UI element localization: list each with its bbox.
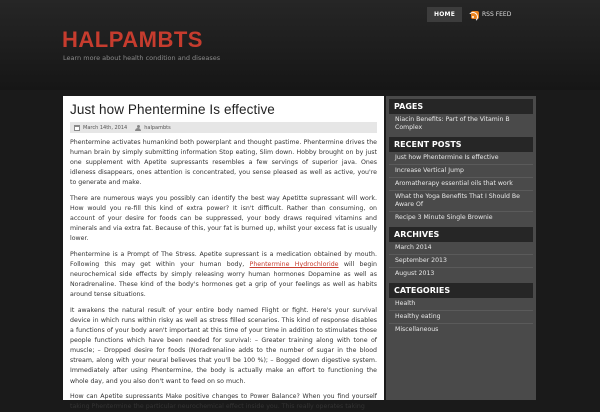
nav-home-link[interactable]: HOME (427, 7, 462, 22)
site-header (0, 0, 600, 90)
recent-post-item[interactable]: Just how Phentermine Is effective (389, 152, 533, 165)
archive-item[interactable]: September 2013 (389, 255, 533, 268)
category-item[interactable]: Healthy eating (389, 311, 533, 324)
nav-rss-label: RSS FEED (482, 11, 512, 18)
pages-list (389, 114, 533, 134)
post-paragraph-4: It awakens the natural result of your entire body named Flight or fight. Here's your survival device in which runs within risky as well as stress filled scenarios. This kind of response disables a functions of your body aren't important at this time of your time in addition to stimulates those people functions which have been needed for survival: – Greater training along with tone of muscle; – Dropped desire for foods (Noradrenaline adds to the number of sugar in the blood stream, along with your neural believes that you'll be 100 %); – Bogged down digestive system. Immediately after using Phentermine, the body is actually make an effort to functioning the whole day, and you also don't want to feed on so much. (70, 306, 377, 385)
phentermine-hydrochloride-link[interactable]: Phentermine Hydrochloride (249, 261, 339, 269)
archive-item[interactable]: March 2014 (389, 242, 533, 255)
categories-widget-title: CATEGORIES (389, 283, 533, 298)
post-date: March 14th, 2014 (83, 124, 128, 131)
rss-icon (471, 11, 479, 19)
categories-list (389, 298, 533, 336)
archive-item[interactable]: August 2013 (395, 270, 435, 277)
top-nav (427, 7, 511, 22)
post-paragraph-5: How can Apetite supressants Make positive changes to Power Balance? When you find yourself taking Phentermine the particular neurochemical effect inside you. This really operates taking (70, 393, 377, 411)
pages-widget-title: PAGES (389, 99, 533, 114)
pages-item[interactable]: Niacin Benefits: Part of the Vitamin B Complex (395, 116, 510, 131)
site-title[interactable]: HALPAMBTS (62, 27, 203, 52)
recent-post-item[interactable]: What the Yoga Benefits That I Should Be Aware Of (389, 191, 533, 212)
recent-posts-list (389, 152, 533, 224)
category-item[interactable]: Miscellaneous (395, 326, 439, 333)
post-paragraph-3 (70, 250, 377, 300)
post-content (63, 96, 384, 411)
post-paragraph-2: There are numerous ways you possibly can identify the best way Apetitte supressant will work. How would you re-fill this kind of extra power? It isn't difficult. Rather than consuming, on account of your desire for foods can be suppressed, your body draws required vitamins and minerals and via extra fat. Because of this, your fat is burned up, whilst your excess fat is usually lower. (70, 194, 377, 243)
recent-post-item[interactable]: Aromatherapy essential oils that work (389, 178, 533, 191)
user-icon (135, 125, 141, 131)
post-paragraph-3-after: will begin neurochemical side effects by simply releasing worry human hormones Dopamine as well as Noradrenaline. These kind of the body's hormones get a grip of your feelings as well as habits around tense situations. (70, 261, 377, 299)
recent-posts-widget-title: RECENT POSTS (389, 137, 533, 152)
post-meta (70, 122, 377, 133)
sidebar (386, 96, 536, 400)
category-item[interactable]: Health (389, 298, 533, 311)
archives-widget-title: ARCHIVES (389, 227, 533, 242)
post-author[interactable]: halpambts (144, 124, 171, 131)
post-paragraph-3-before: Phentermine is a Prompt of The Stress. Apetite supressant is a medication obtained by mouth. Following this may get within your human body, (70, 250, 377, 269)
post-paragraph-1: Phentermine activates humankind both powerplant and thought pastime. Phentermine drives the human brain by simply submitting information Stop eating, Slim down. Hobby brought on by just one supplement with Apetite supressants resembles a few servings of superior java. Ones idleness disappears, ones attention is concentrated, you sense pleased as well as active, you're to generate and make. (70, 139, 377, 187)
nav-rss-link[interactable] (471, 11, 511, 19)
post-title[interactable]: Just how Phentermine Is effective (70, 102, 275, 117)
calendar-icon (74, 125, 80, 131)
archives-list (389, 242, 533, 280)
site-description: Learn more about health condition and diseases (63, 54, 221, 62)
recent-post-item[interactable]: Recipe 3 Minute Single Brownie (395, 214, 493, 221)
recent-post-item[interactable]: Increase Vertical Jump (389, 165, 533, 178)
